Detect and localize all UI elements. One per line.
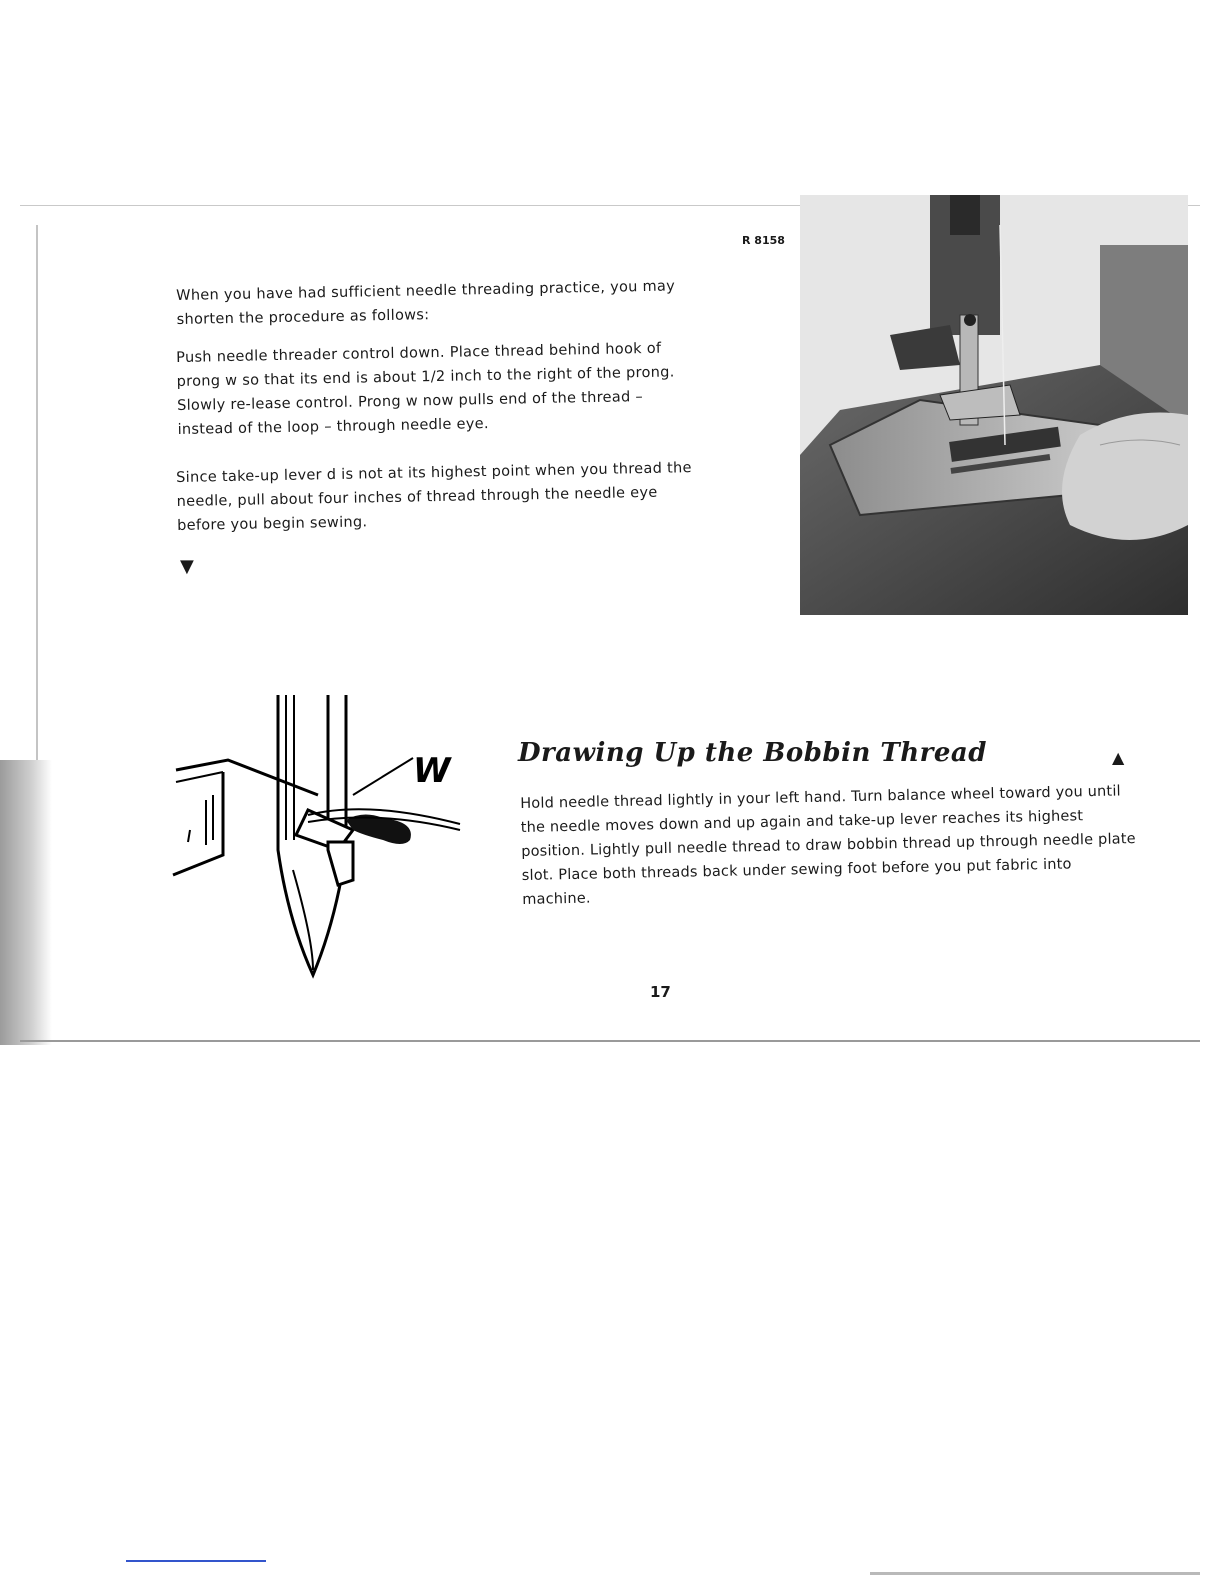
figure-reference: R 8158 — [742, 234, 785, 247]
scan-footer-mark — [126, 1560, 266, 1562]
prong-w-label: W — [413, 751, 451, 791]
threading-intro-paragraph: When you have had sufficient needle threading practice, you may shorten the procedure as follows: — [176, 278, 676, 328]
page-number: 17 — [650, 983, 671, 1001]
needle-threader-diagram — [168, 690, 468, 980]
section-marker: ▲ — [1112, 748, 1125, 767]
scan-shadow — [0, 760, 52, 1045]
threading-steps-paragraph: Push needle threader control down. Place thread behind hook of prong w so that its end is about 1/2 inch to the right of the prong. Slowly re-lease control. Prong w now pulls end of the thread – instead of the loop – through needle eye. — [176, 340, 675, 438]
section-heading: Drawing Up the Bobbin Thread — [518, 738, 987, 768]
scan-footer-edge — [870, 1572, 1200, 1575]
sewing-machine-photo — [800, 195, 1188, 615]
continue-marker: ▼ — [180, 556, 194, 577]
scan-edge-bottom — [20, 1040, 1200, 1042]
threading-note-paragraph: Since take-up lever d is not at its highest point when you thread the needle, pull about four inches of thread through the needle eye before you begin sewing. — [176, 460, 692, 534]
bobbin-paragraph: Hold needle thread lightly in your left hand. Turn balance wheel toward you until the needle moves down and up again and take-up lever reaches its highest position. Lightly pull needle thread to draw bobbin thread up through needle plate slot. Place both threads back under sewing foot before you put fabric into machine. — [520, 783, 1136, 908]
